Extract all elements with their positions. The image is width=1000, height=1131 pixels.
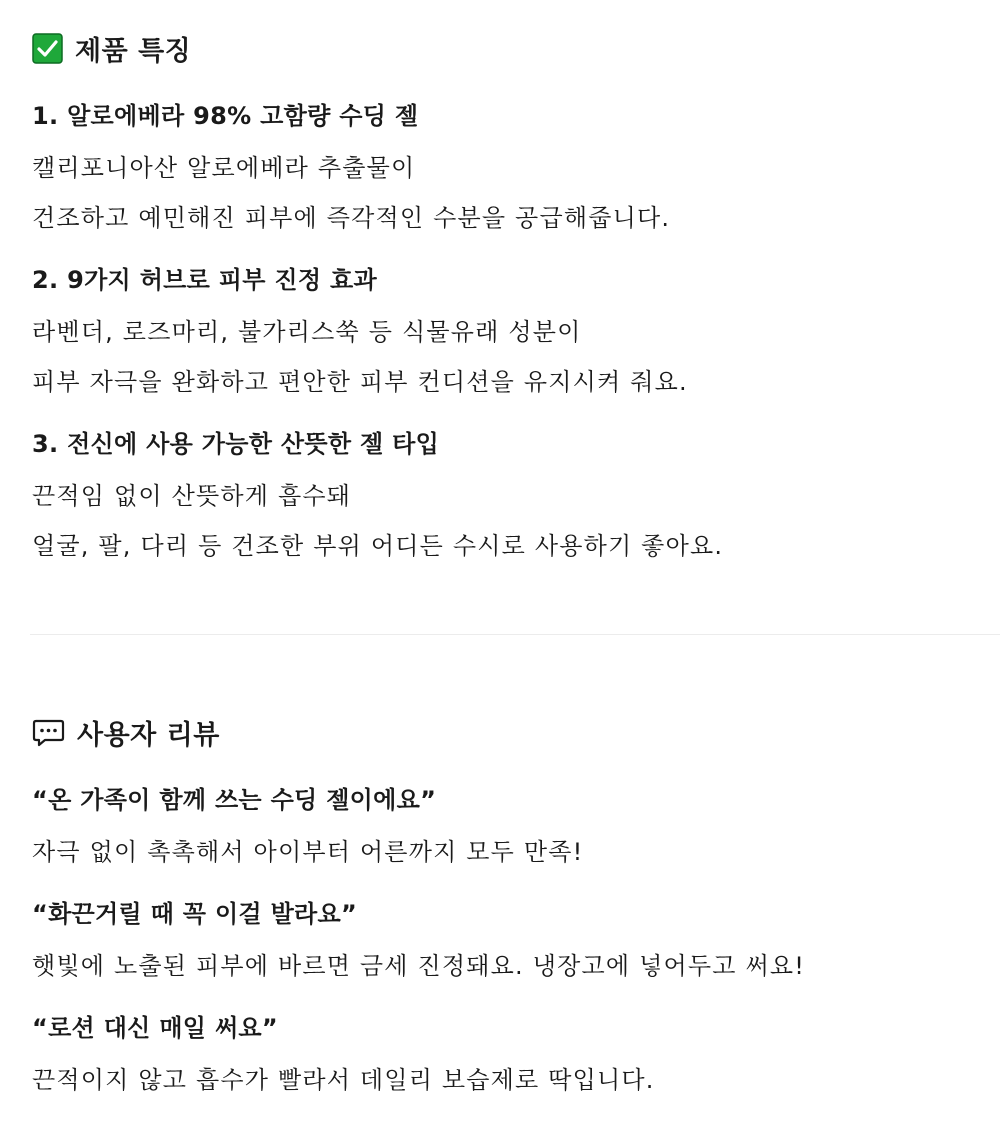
reviews-header	[32, 712, 220, 752]
reviews-title: 사용자 리뷰	[77, 719, 220, 751]
review-quote-3: “로션 대신 매일 써요”	[32, 1014, 278, 1042]
review-quote-2: “화끈거릴 때 꼭 이걸 발라요”	[32, 900, 358, 928]
feature-1-line-1: 캘리포니아산 알로에베라 추출물이	[32, 154, 416, 182]
review-quote-1: “온 가족이 함께 쓰는 수딩 젤이에요”	[32, 786, 437, 814]
feature-heading-3: 3. 전신에 사용 가능한 산뜻한 젤 타입	[32, 430, 440, 458]
feature-1-line-2: 건조하고 예민해진 피부에 즉각적인 수분을 공급해줍니다.	[32, 204, 671, 232]
review-text-1: 자극 없이 촉촉해서 아이부터 어른까지 모두 만족!	[32, 838, 584, 866]
section-divider	[30, 634, 1000, 635]
review-text-2: 햇빛에 노출된 피부에 바르면 금세 진정돼요. 냉장고에 넣어두고 써요!	[32, 952, 806, 980]
feature-3-line-2: 얼굴, 팔, 다리 등 건조한 부위 어디든 수시로 사용하기 좋아요.	[32, 532, 724, 560]
feature-heading-2: 2. 9가지 허브로 피부 진정 효과	[32, 266, 378, 294]
feature-heading-1: 1. 알로에베라 98% 고함량 수딩 젤	[32, 102, 419, 130]
feature-3-line-1: 끈적임 없이 산뜻하게 흡수돼	[32, 482, 352, 510]
chat-bubble-icon	[32, 716, 65, 749]
feature-2-line-2: 피부 자극을 완화하고 편안한 피부 컨디션을 유지시켜 줘요.	[32, 368, 688, 396]
feature-2-line-1: 라벤더, 로즈마리, 불가리스쑥 등 식물유래 성분이	[32, 318, 582, 346]
features-title: 제품 특징	[75, 35, 192, 67]
features-header	[32, 28, 191, 68]
review-text-3: 끈적이지 않고 흡수가 빨라서 데일리 보습제로 딱입니다.	[32, 1066, 655, 1094]
check-box-icon	[32, 33, 63, 64]
